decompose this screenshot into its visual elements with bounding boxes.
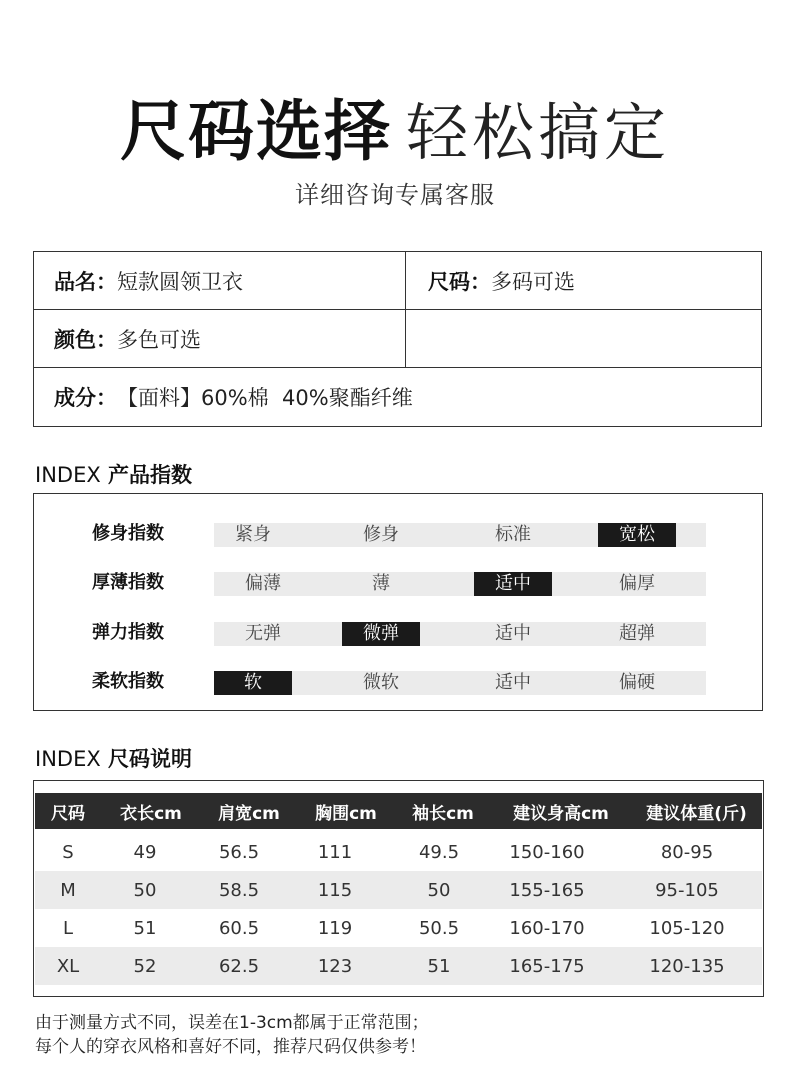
index-row-thickness bbox=[34, 570, 762, 596]
index-option: 软 bbox=[214, 671, 292, 695]
table-cell: 60.5 bbox=[218, 917, 260, 939]
index-option: 宽松 bbox=[598, 523, 676, 547]
table-cell: 105-120 bbox=[649, 917, 725, 939]
table-cell: 50.5 bbox=[418, 917, 460, 939]
table-cell: 95-105 bbox=[655, 879, 719, 901]
index-scale bbox=[214, 572, 706, 596]
size-chart-title bbox=[35, 743, 192, 773]
index-option: 微软 bbox=[363, 672, 399, 693]
table-cell: 80-95 bbox=[660, 841, 714, 863]
table-cell: 51 bbox=[427, 955, 451, 977]
table-cell: 56.5 bbox=[218, 841, 260, 863]
index-row-elasticity bbox=[34, 620, 762, 646]
product-index-title-cn: 产品指数 bbox=[108, 463, 193, 487]
index-option: 偏薄 bbox=[245, 573, 281, 594]
note-measurement: 由于测量方式不同，误差在1-3cm都属于正常范围； bbox=[35, 1013, 429, 1033]
table-cell: 51 bbox=[133, 917, 157, 939]
table-row bbox=[35, 833, 762, 871]
col-header: 尺码 bbox=[51, 803, 85, 824]
index-label: 柔软指数 bbox=[92, 671, 164, 692]
title-bold: 尺码选择 bbox=[119, 93, 392, 170]
note-recommendation: 每个人的穿衣风格和喜好不同，推荐尺码仅供参考！ bbox=[35, 1037, 426, 1057]
table-cell: 160-170 bbox=[509, 917, 585, 939]
table-row bbox=[35, 947, 762, 985]
col-header: 胸围cm bbox=[315, 803, 377, 824]
index-option: 偏硬 bbox=[619, 672, 655, 693]
index-option: 超弹 bbox=[619, 623, 655, 644]
index-scale bbox=[214, 622, 706, 646]
size-chart-title-cn: 尺码说明 bbox=[108, 747, 193, 771]
table-cell: 155-165 bbox=[509, 879, 585, 901]
table-cell: 111 bbox=[317, 841, 353, 863]
table-cell: 120-135 bbox=[649, 955, 725, 977]
size-chart-table bbox=[33, 780, 764, 997]
index-row-softness bbox=[34, 669, 762, 695]
table-cell: 123 bbox=[317, 955, 353, 977]
index-option: 无弹 bbox=[245, 623, 281, 644]
info-row bbox=[34, 310, 761, 368]
index-scale bbox=[214, 671, 706, 695]
color-cell bbox=[34, 310, 406, 367]
size-cell bbox=[406, 252, 761, 309]
product-index-box bbox=[33, 493, 763, 711]
index-option: 紧身 bbox=[235, 524, 271, 545]
empty-cell bbox=[406, 310, 761, 367]
col-header: 袖长cm bbox=[412, 803, 474, 824]
table-cell: XL bbox=[56, 955, 80, 977]
table-cell: 49.5 bbox=[418, 841, 460, 863]
table-cell: M bbox=[60, 879, 76, 901]
table-cell: L bbox=[62, 917, 74, 939]
table-cell: 165-175 bbox=[509, 955, 585, 977]
product-index-title-en: INDEX bbox=[35, 463, 101, 487]
index-label: 弹力指数 bbox=[92, 622, 164, 643]
index-option: 适中 bbox=[495, 623, 531, 644]
size-label: 尺码： bbox=[428, 269, 491, 294]
index-label: 修身指数 bbox=[92, 523, 164, 544]
size-table-header bbox=[35, 793, 762, 829]
table-cell: 62.5 bbox=[218, 955, 260, 977]
index-scale bbox=[214, 523, 706, 547]
material-label: 成分： bbox=[54, 386, 117, 410]
info-row bbox=[34, 368, 761, 426]
table-cell: S bbox=[62, 841, 74, 863]
index-row-fit bbox=[34, 521, 762, 547]
index-option: 薄 bbox=[372, 573, 390, 594]
hero-title bbox=[0, 78, 790, 170]
color-value: 多色可选 bbox=[117, 327, 201, 352]
table-cell: 50 bbox=[427, 879, 451, 901]
col-header: 建议体重(斤) bbox=[646, 803, 747, 824]
table-row bbox=[35, 871, 762, 909]
index-option: 偏厚 bbox=[619, 573, 655, 594]
material-cell bbox=[34, 368, 761, 426]
info-row bbox=[34, 252, 761, 310]
product-name-cell bbox=[34, 252, 406, 309]
product-name-value: 短款圆领卫衣 bbox=[117, 269, 243, 294]
size-value: 多码可选 bbox=[491, 269, 575, 294]
product-name-label: 品名： bbox=[54, 269, 117, 294]
index-label: 厚薄指数 bbox=[92, 572, 164, 593]
color-label: 颜色： bbox=[54, 327, 117, 352]
index-option: 适中 bbox=[495, 672, 531, 693]
col-header: 建议身高cm bbox=[513, 803, 609, 824]
material-value: 【面料】60%棉 40%聚酯纤维 bbox=[117, 386, 413, 410]
product-info-table bbox=[33, 251, 762, 427]
table-cell: 150-160 bbox=[509, 841, 585, 863]
table-row bbox=[35, 909, 762, 947]
table-cell: 49 bbox=[133, 841, 157, 863]
product-index-title bbox=[35, 459, 192, 489]
table-cell: 119 bbox=[317, 917, 353, 939]
index-option: 微弹 bbox=[342, 622, 420, 646]
table-cell: 115 bbox=[317, 879, 353, 901]
index-option: 标准 bbox=[495, 524, 531, 545]
table-cell: 58.5 bbox=[218, 879, 260, 901]
size-chart-title-en: INDEX bbox=[35, 747, 101, 771]
table-cell: 52 bbox=[133, 955, 157, 977]
index-option: 适中 bbox=[474, 572, 552, 596]
col-header: 衣长cm bbox=[120, 803, 182, 824]
col-header: 肩宽cm bbox=[218, 803, 280, 824]
index-option: 修身 bbox=[363, 524, 399, 545]
table-cell: 50 bbox=[133, 879, 157, 901]
title-light: 轻松搞定 bbox=[405, 96, 670, 169]
subtitle: 详细咨询专属客服 bbox=[295, 181, 495, 209]
